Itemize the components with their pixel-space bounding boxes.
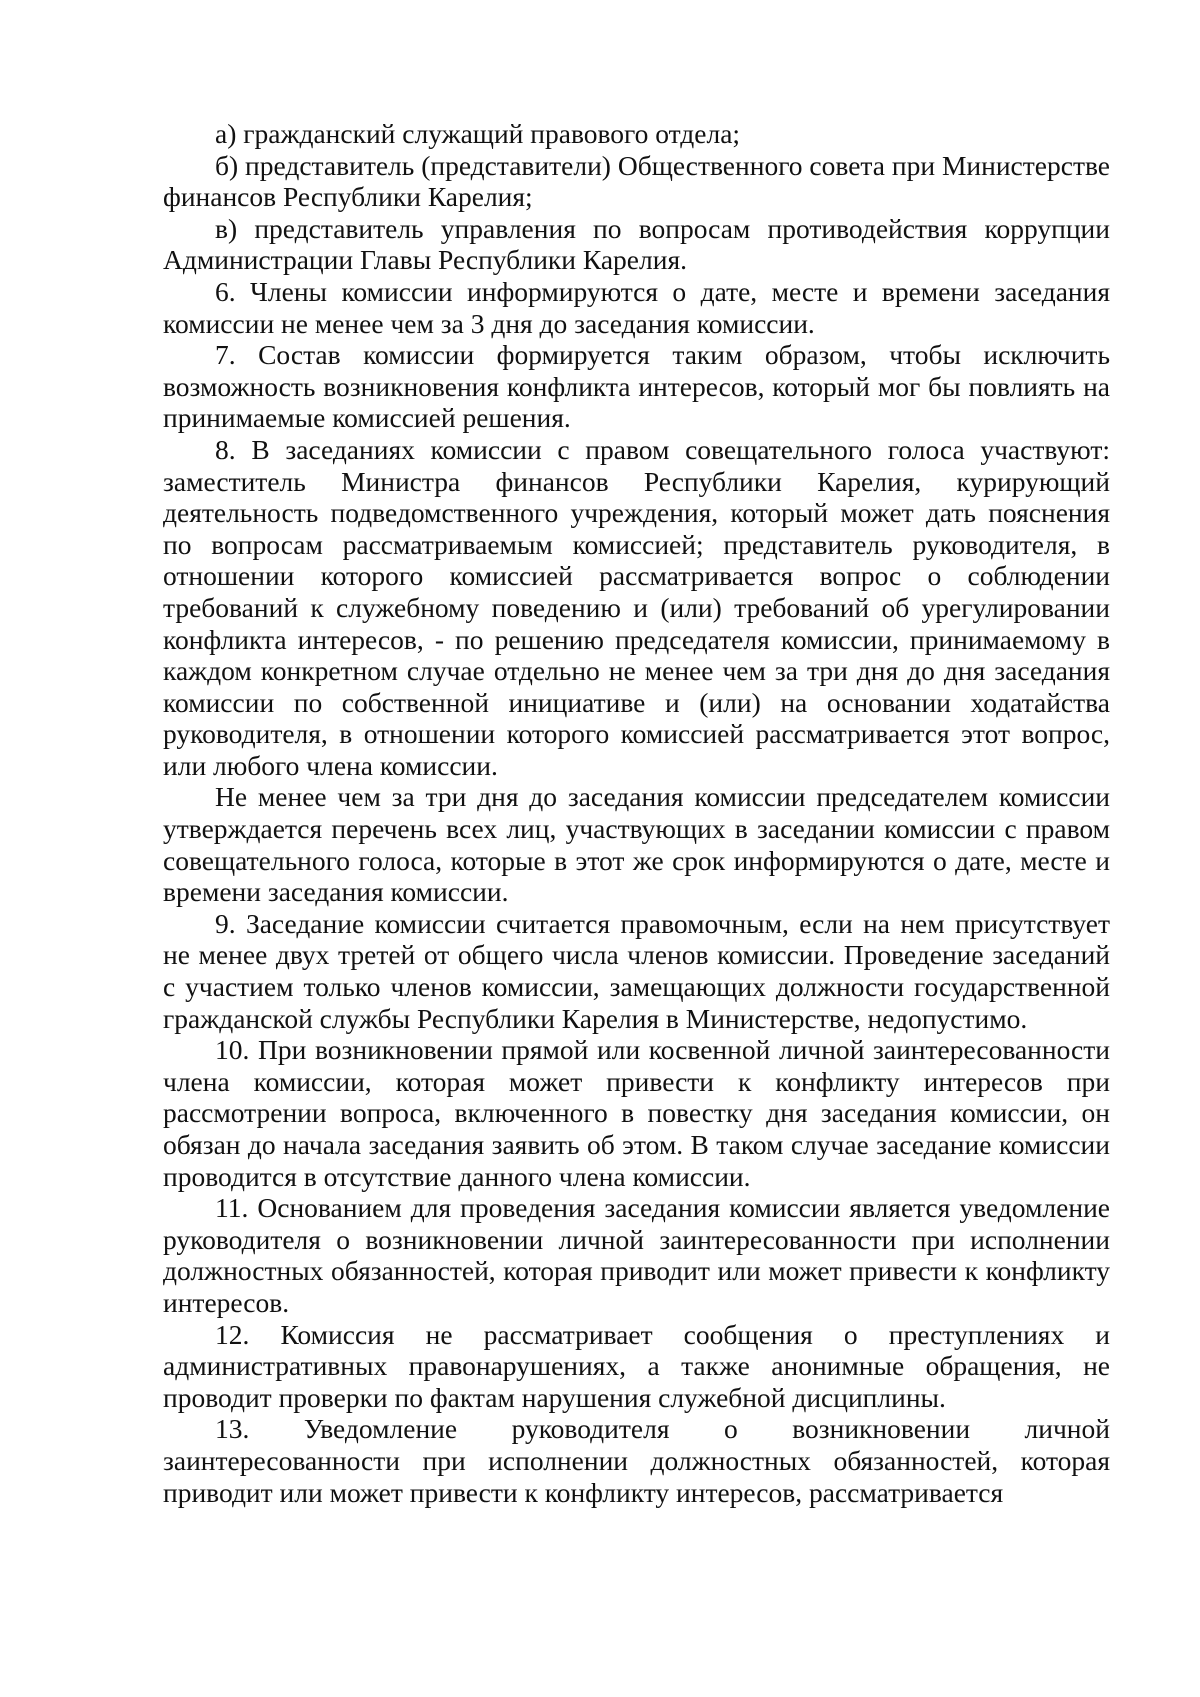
paragraph-11: 11. Основанием для проведения заседания комиссии является уведомление руководителя о возникновении личной заинтересованности при исполнении должностных обязанностей, которая приводит или может привести к конфликту интересов. — [163, 1192, 1110, 1318]
document-body — [163, 118, 1110, 1508]
paragraph-8-continued: Не менее чем за три дня до заседания комиссии председателем комиссии утверждается перечень всех лиц, участвующих в заседании комиссии с правом совещательного голоса, которые в этот же срок информируются о дате, месте и времени заседания комиссии. — [163, 781, 1110, 908]
paragraph-item-v: в) представитель управления по вопросам противодействия коррупции Администрации Главы Республики Карелия. — [163, 212, 1110, 276]
paragraph-7: 7. Состав комиссии формируется таким образом, чтобы исключить возможность возникновения конфликта интересов, который мог бы повлиять на принимаемые комиссией решения. — [163, 339, 1110, 434]
paragraph-12: 12. Комиссия не рассматривает сообщения о преступлениях и административных правонарушениях, а также анонимные обращения, не проводит проверки по фактам нарушения служебной дисциплины. — [163, 1318, 1110, 1413]
paragraph-8: 8. В заседаниях комиссии с правом совещательного голоса участвуют: заместитель Министра финансов Республики Карелия, курирующий деятельность подведомственного учреждения, который может дать пояснения по вопросам рассматриваемым комиссией; представитель руководителя, в отношении которого комиссией рассматривается вопрос о соблюдении требований к служебному поведению и (или) требований об урегулировании конфликта интересов, - по решению председателя комиссии, принимаемому в каждом конкретном случае отдельно не менее чем за три дня до дня заседания комиссии по собственной инициативе и (или) на основании ходатайства руководителя, в отношении которого комиссией рассматривается этот вопрос, или любого члена комиссии. — [163, 433, 1110, 781]
paragraph-item-a: а) гражданский служащий правового отдела; — [215, 118, 741, 149]
paragraph-10: 10. При возникновении прямой или косвенной личной заинтересованности члена комиссии, которая может привести к конфликту интересов при рассмотрении вопроса, включенного в повестку дня заседания комиссии, он обязан до начала заседания заявить об этом. В таком случае заседание комиссии проводится в отсутствие данного члена комиссии. — [163, 1034, 1110, 1192]
paragraph-item-b: б) представитель (представители) Общественного совета при Министерстве финансов Республики Карелия; — [163, 149, 1110, 213]
paragraph-6: 6. Члены комиссии информируются о дате, месте и времени заседания комиссии не менее чем за 3 дня до заседания комиссии. — [163, 275, 1110, 339]
paragraph-13: 13. Уведомление руководителя о возникновении личной заинтересованности при исполнении должностных обязанностей, которая приводит или может привести к конфликту интересов, рассматривается — [163, 1413, 1110, 1508]
paragraph-9: 9. Заседание комиссии считается правомочным, если на нем присутствует не менее двух третей от общего числа членов комиссии. Проведение заседаний с участием только членов комиссии, замещающих должности государственной гражданской службы Республики Карелия в Министерстве, недопустимо. — [163, 907, 1110, 1034]
